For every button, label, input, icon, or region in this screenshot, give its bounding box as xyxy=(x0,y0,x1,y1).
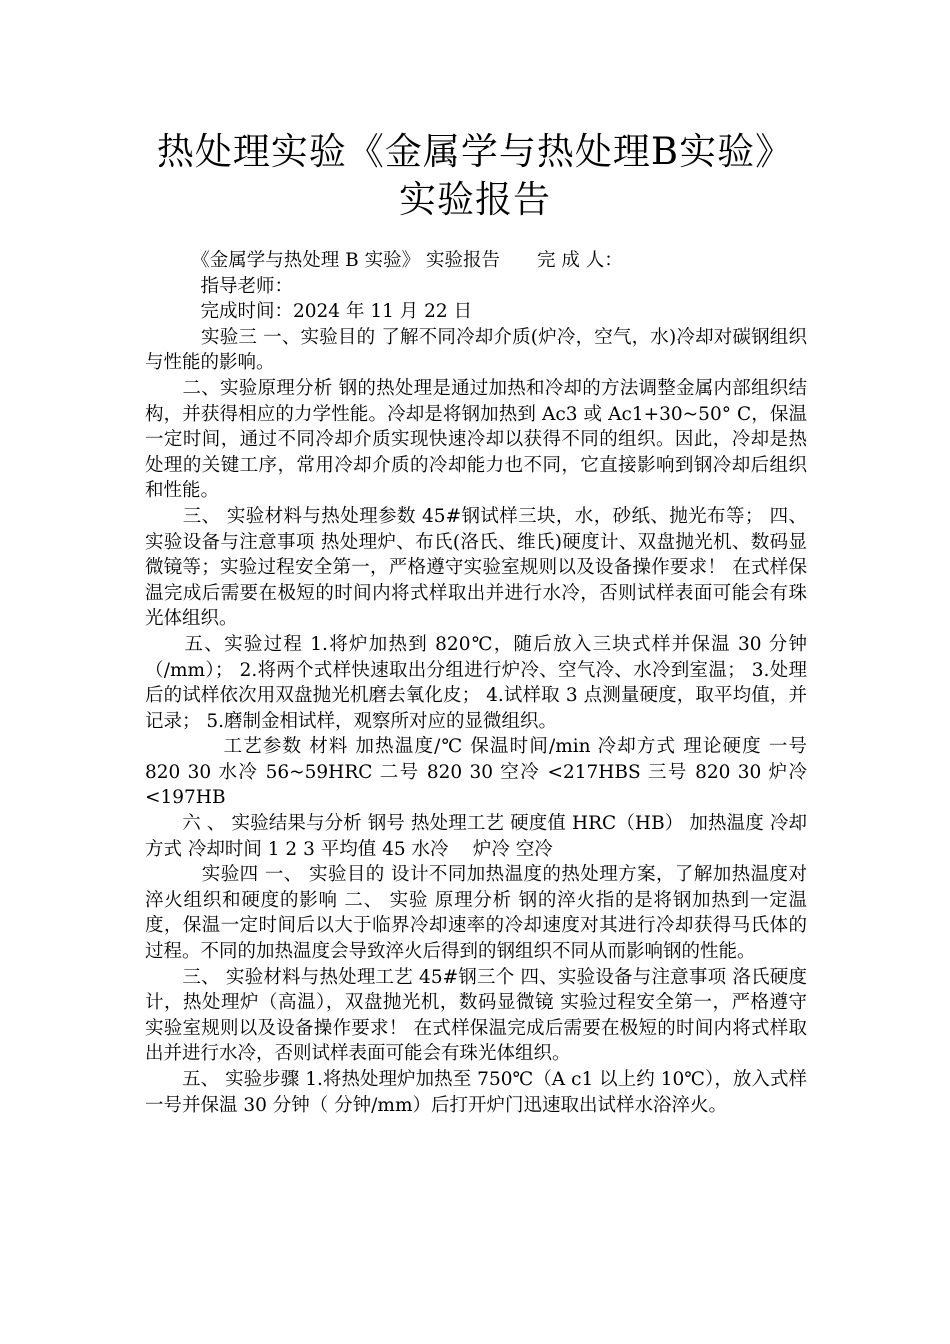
document-body xyxy=(145,248,807,1118)
paragraph-exp4-materials: 三、 实验材料与热处理工艺 45#钢三个 四、实验设备与注意事项 洛氏硬度计，热处理炉（高温），双盘抛光机，数码显微镜 实验过程安全第一，严格遵守实验室规则以及设备操作要求！ 在式样保温完成后需要在极短的时间内将式样取出并进行水冷，否则试样表面可能会有珠光体组织。 xyxy=(145,966,807,1065)
paragraph-exp3-principle: 二、实验原理分析 钢的热处理是通过加热和冷却的方法调整金属内部组织结构，并获得相应的力学性能。冷却是将钢加热到 Ac3 或 Ac1+30~50° C，保温一定时间，通过不同冷却介质实现快速冷却以获得不同的组织。因此，冷却是热处理的关键工序，常用冷却介质的冷却能力也不同，它直接影响到钢冷却后组织和性能。 xyxy=(145,377,807,502)
paragraph-exp4-steps: 五、 实验步骤 1.将热处理炉加热至 750℃（A c1 以上约 10℃），放入式样一号并保温 30 分钟（ 分钟/mm）后打开炉门迅速取出试样水浴淬火。 xyxy=(145,1069,807,1116)
paragraph-exp4-purpose: 实验四 一、 实验目的 设计不同加热温度的热处理方案，了解加热温度对淬火组织和硬度的影响 二、 实验 原理分析 钢的淬火指的是将钢加热到一定温度，保温一定时间后以大于临界冷却速率的冷却速度对其进行冷却获得马氏体的过程。不同的加热温度会导致淬火后得到的钢组织不同从而影响钢的性能。 xyxy=(145,864,807,963)
paragraph-exp3-procedure: 五、实验过程 1.将炉加热到 820℃，随后放入三块式样并保温 30 分钟（/mm）； 2.将两个式样快速取出分组进行炉冷、空气冷、水冷到室温； 3.处理后的试样依次用双盘抛光机磨去氧化皮； 4.试样取 3 点测量硬度，取平均值，并记录； 5.磨制金相试样，观察所对应的显微组织。 xyxy=(145,633,807,732)
paragraph-exp3-purpose: 实验三 一、实验目的 了解不同冷却介质(炉冷，空气，水)冷却对碳钢组织与性能的影响。 xyxy=(145,326,807,374)
paragraph-exp3-materials: 三、 实验材料与热处理参数 45#钢试样三块，水，砂纸、抛光布等； 四、实验设备与注意事项 热处理炉、布氏(洛氏、维氏)硬度计、双盘抛光机、数码显微镜等；实验过程安全第一，严格遵守实验室规则以及设备操作要求！ 在式样保温完成后需要在极短的时间内将式样取出并进行水冷，否则试样表面可能会有珠光体组织。 xyxy=(145,505,807,630)
document-title: 热处理实验《金属学与热处理B实验》实验报告 xyxy=(156,130,794,221)
paragraph-exp3-parameters: 工艺参数 材料 加热温度/℃ 保温时间/min 冷却方式 理论硬度 一号 820 30 水冷 56~59HRC 二号 820 30 空冷 <217HBS 三号 820 30 炉冷 <197HB xyxy=(145,736,807,809)
paragraph-course-header: 《金属学与热处理 B 实验》 实验报告 完 成 人： xyxy=(145,250,623,271)
paragraph-exp3-results: 六 、 实验结果与分析 钢号 热处理工艺 硬度值 HRC（HB） 加热温度 冷却方式 冷却时间 1 2 3 平均值 45 水冷 炉冷 空冷 xyxy=(145,813,807,860)
paragraph-completion-date: 完成时间：2024 年 11 月 22 日 xyxy=(145,301,473,323)
paragraph-instructor: 指导老师： xyxy=(145,275,294,297)
